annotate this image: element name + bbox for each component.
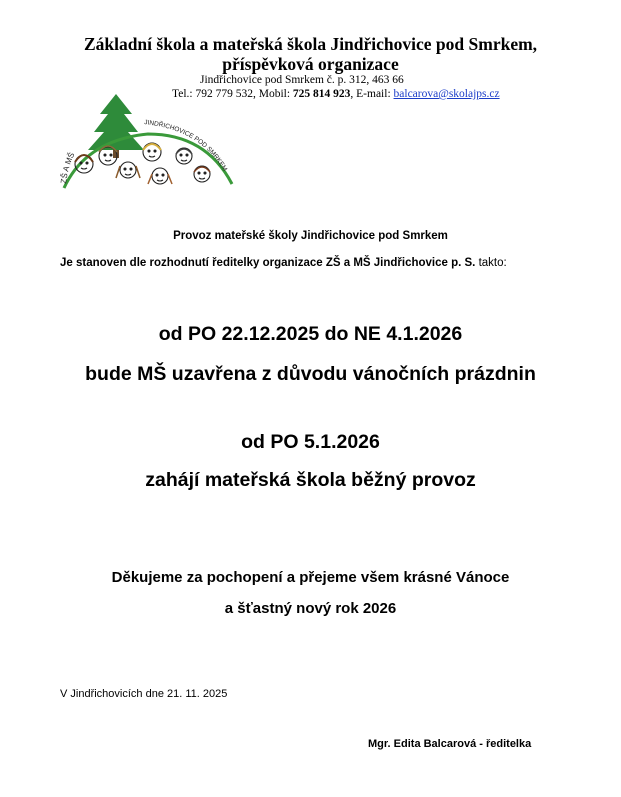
mobile-number: 725 814 923: [292, 88, 351, 100]
logo-text-left: ZŠ A MŠ: [59, 150, 77, 185]
logo-text-right: JINDŘICHOVICE POD SMRKEM: [143, 119, 229, 173]
wishes-line-2: a šťastný nový rok 2026: [224, 600, 397, 617]
notice-heading: Provoz mateřské školy Jindřichovice pod Smrkem: [173, 230, 448, 242]
email-label: , E-mail:: [350, 88, 394, 100]
tree-icon: [88, 94, 144, 158]
closure-reason: bude MŠ uzavřena z důvodu vánočních prázdnin: [85, 363, 536, 385]
closure-dates: od PO 22.12.2025 do NE 4.1.2026: [158, 323, 463, 345]
decision-statement: [60, 257, 507, 269]
email-link[interactable]: balcarova@skolajps.cz: [393, 88, 500, 100]
reopen-date: od PO 5.1.2026: [241, 431, 380, 453]
decision-statement-tail: takto:: [475, 257, 507, 269]
wishes-line-1: Děkujeme za pochopení a přejeme všem krásné Vánoce: [111, 569, 510, 586]
signature: Mgr. Edita Balcarová - ředitelka: [368, 738, 532, 750]
reopen-text: zahájí mateřská škola běžný provoz: [145, 469, 476, 491]
place-and-date: V Jindřichovicích dne 21. 11. 2025: [60, 688, 228, 700]
school-logo: [56, 92, 236, 192]
school-name: Základní škola a mateřská škola Jindřichovice pod Smrkem,: [83, 34, 538, 54]
school-type: příspěvková organizace: [222, 54, 399, 74]
school-address: Jindřichovice pod Smrkem č. p. 312, 463 66: [200, 74, 404, 86]
phone-label: Tel.: 792 779 532, Mobil:: [172, 88, 293, 100]
decision-statement-bold: Je stanoven dle rozhodnutí ředitelky organizace ZŠ a MŠ Jindřichovice p. S.: [60, 257, 476, 269]
